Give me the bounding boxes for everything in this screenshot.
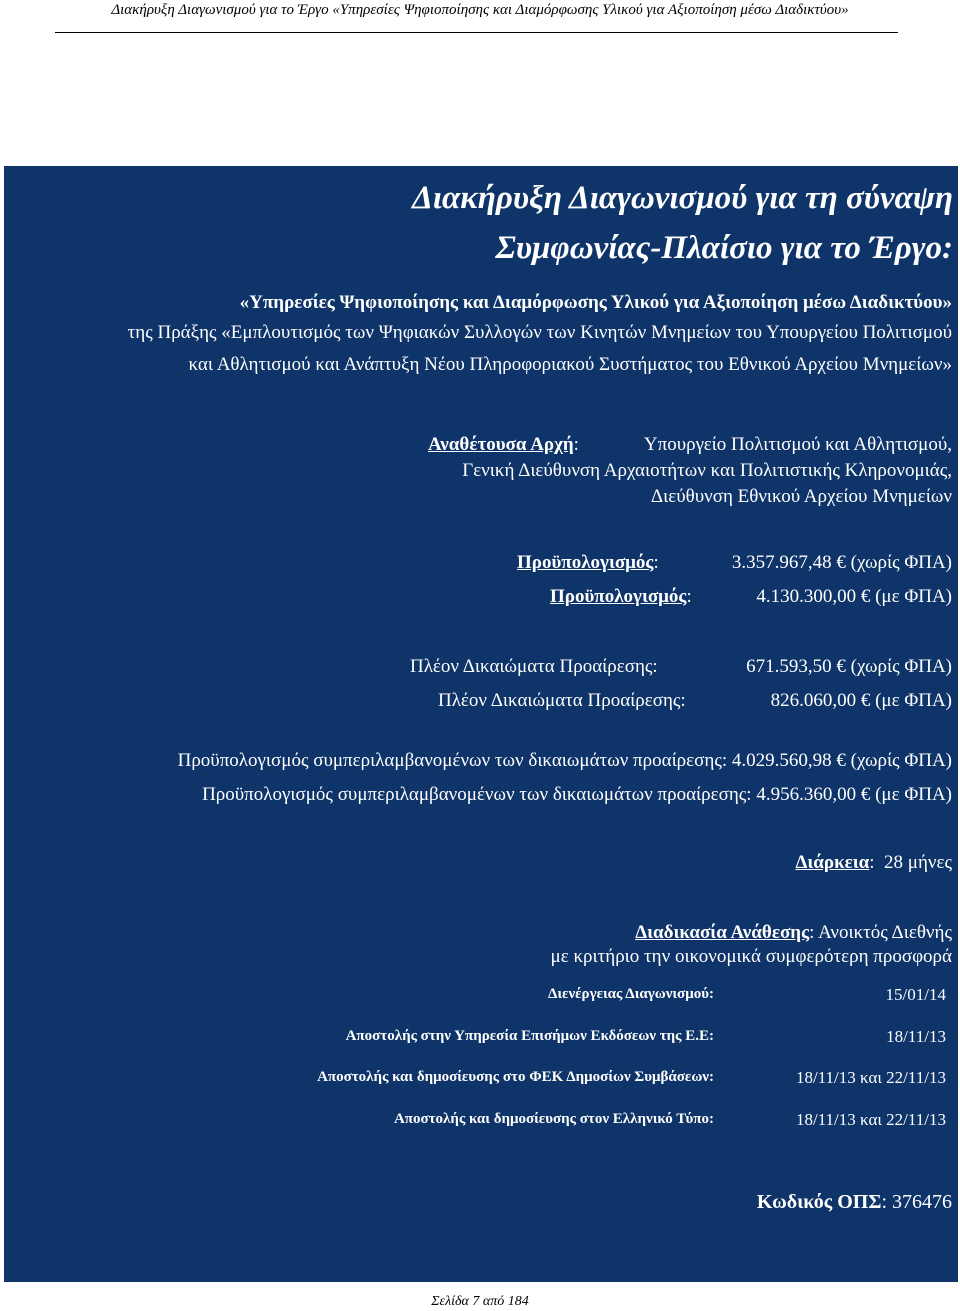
date-label-press: Αποστολής και δημοσίευσης στον Ελληνικό Τύπο:	[393, 1111, 714, 1127]
date-value-press: 18/11/13 και 22/11/13	[795, 1110, 946, 1129]
date-label-fek: Αποστολής και δημοσίευσης στο ΦΕΚ Δημοσίων Συμβάσεων:	[317, 1069, 714, 1085]
authority-line2: Γενική Διεύθυνση Αρχαιοτήτων και Πολιτιστικής Κληρονομιάς,	[462, 460, 952, 481]
duration-value: 28 μήνες	[884, 852, 952, 873]
authority-line3: Διεύθυνση Εθνικού Αρχείου Μνημείων	[650, 486, 952, 507]
options-label-row1: Πλέον Δικαιώματα Προαίρεσης:	[410, 656, 658, 677]
options-without-vat: 671.593,50 € (χωρίς ΦΠΑ)	[746, 656, 952, 677]
header-rule	[55, 32, 898, 33]
procedure-label: Διαδικασία Ανάθεσης	[635, 922, 810, 943]
procedure: Διαδικασία Ανάθεσης: Ανοικτός Διεθνής	[635, 922, 952, 943]
ops-code-label: Κωδικός ΟΠΣ	[756, 1191, 882, 1213]
total-with-vat: Προϋπολογισμός συμπεριλαμβανομένων των δικαιωμάτων προαίρεσης: 4.956.360,00 € (με ΦΠΑ)	[202, 784, 952, 805]
date-label-ojeu: Αποστολής στην Υπηρεσία Επισήμων Εκδόσεων της Ε.Ε:	[345, 1028, 714, 1044]
page-number: Σελίδα 7 από 184	[431, 1294, 529, 1309]
procedure-criterion: με κριτήριο την οικονομικά συμφερότερη προσφορά	[550, 946, 952, 967]
authority-line1: Υπουργείο Πολιτισμού και Αθλητισμού,	[643, 434, 952, 455]
duration: Διάρκεια: 28 μήνες	[795, 852, 952, 873]
action-line1: της Πράξης «Εμπλουτισμός των Ψηφιακών Συλλογών των Κινητών Μνημείων του Υπουργείου Πολιτισμού	[127, 322, 952, 343]
running-header: Διακήρυξη Διαγωνισμού για το Έργο «Υπηρεσίες Ψηφιοποίησης και Διαμόρφωσης Υλικού για Αξιοποίηση μέσω Διαδικτύου»	[111, 2, 849, 18]
duration-label: Διάρκεια	[795, 852, 870, 873]
date-value-fek: 18/11/13 και 22/11/13	[795, 1068, 946, 1087]
ops-code-value: 376476	[892, 1191, 952, 1213]
budget-label-row2: Προϋπολογισμός:	[550, 586, 692, 607]
total-without-vat: Προϋπολογισμός συμπεριλαμβανομένων των δικαιωμάτων προαίρεσης: 4.029.560,98 € (χωρίς ΦΠΑ)	[177, 750, 952, 771]
options-label-row2: Πλέον Δικαιώματα Προαίρεσης:	[438, 690, 686, 711]
procedure-value: Ανοικτός Διεθνής	[818, 922, 952, 943]
cover-title-line1: Διακήρυξη Διαγωνισμού για τη σύναψη	[412, 180, 953, 216]
action-line2: και Αθλητισμού και Ανάπτυξη Νέου Πληροφοριακού Συστήματος του Εθνικού Αρχείου Μνημείων»	[188, 354, 952, 375]
budget-without-vat: 3.357.967,48 € (χωρίς ΦΠΑ)	[731, 552, 952, 573]
authority-colon: :	[573, 434, 579, 455]
date-label-tender: Διενέργειας Διαγωνισμού:	[547, 986, 714, 1002]
ops-code: Κωδικός ΟΠΣ: 376476	[756, 1191, 952, 1213]
date-value-tender: 15/01/14	[885, 985, 946, 1004]
date-value-ojeu: 18/11/13	[886, 1027, 946, 1046]
budget-label-row1: Προϋπολογισμός:	[517, 552, 659, 573]
authority-label: Αναθέτουσα Αρχή	[428, 434, 574, 455]
authority-heading	[428, 434, 579, 456]
budget-with-vat: 4.130.300,00 € (με ΦΠΑ)	[756, 586, 952, 607]
cover-title-line2: Συμφωνίας-Πλαίσιο για το Έργο:	[495, 230, 953, 266]
project-name: «Υπηρεσίες Ψηφιοποίησης και Διαμόρφωσης Υλικού για Αξιοποίηση μέσω Διαδικτύου»	[239, 292, 952, 313]
options-with-vat: 826.060,00 € (με ΦΠΑ)	[770, 690, 952, 711]
